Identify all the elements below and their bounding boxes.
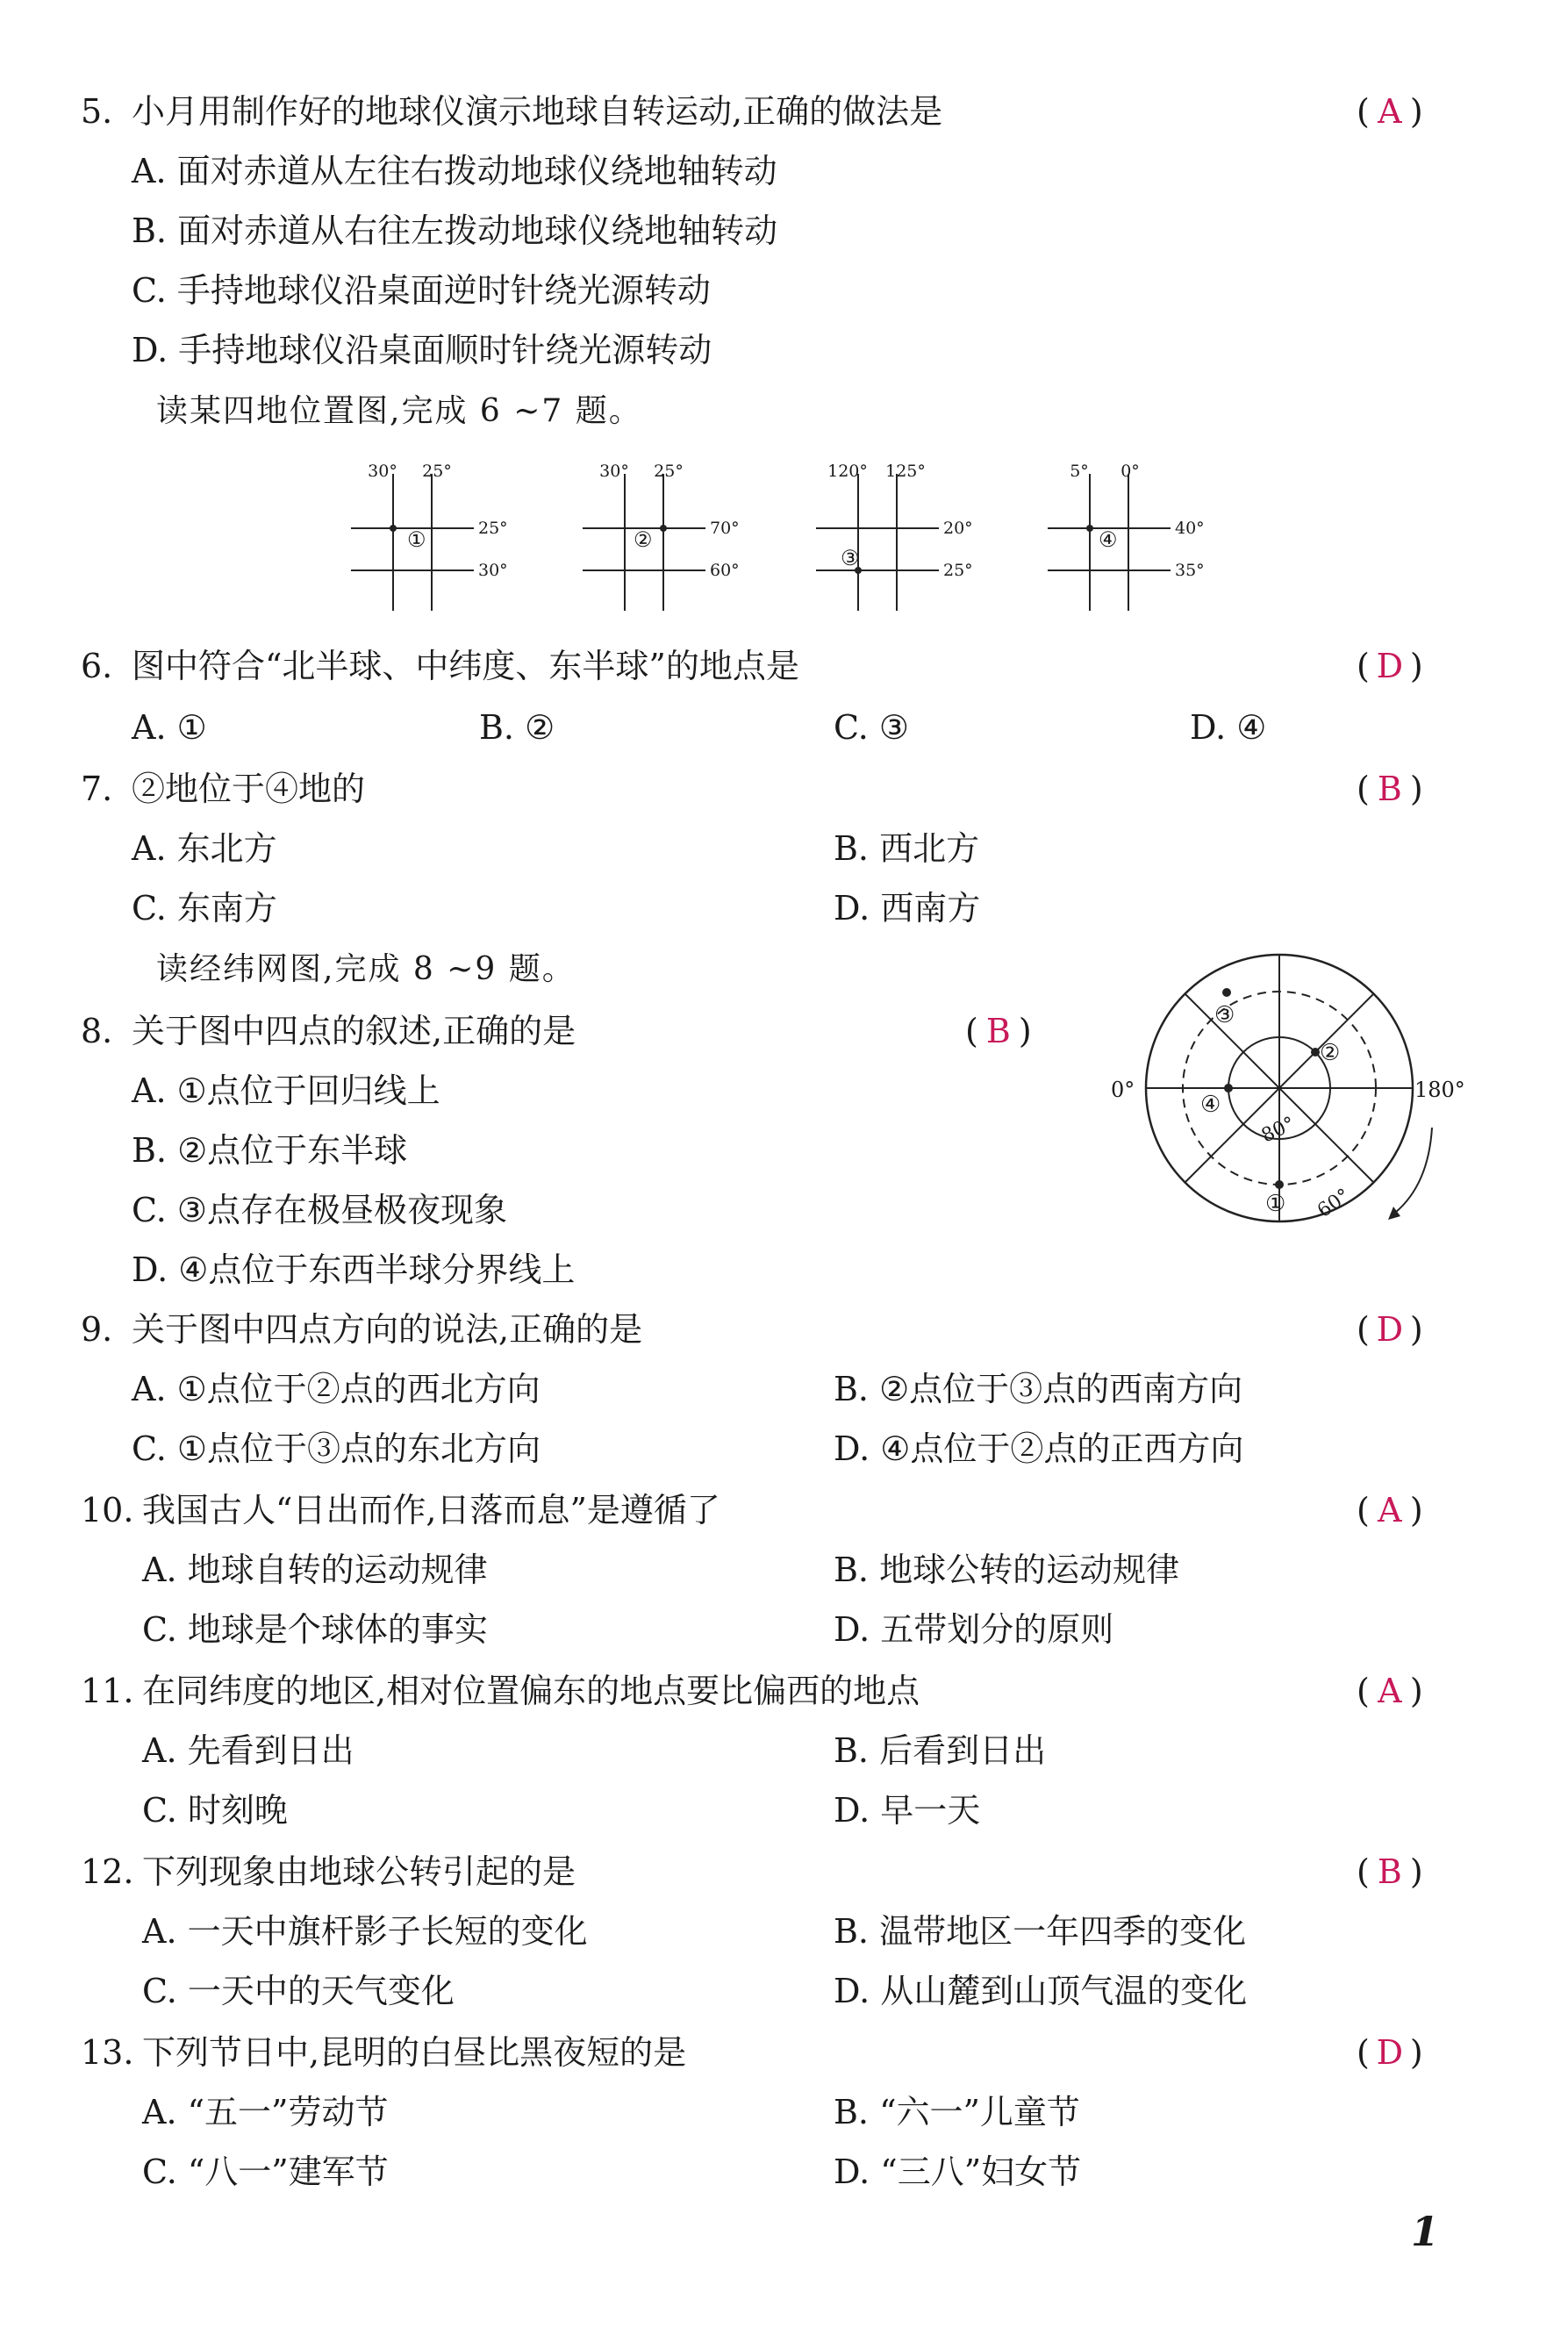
q7-option-a: A. 东北方	[132, 829, 277, 868]
q6-option-d: D. ④	[1190, 708, 1267, 747]
q11-option-c: C. 时刻晚	[142, 1791, 288, 1830]
q9-stem: 关于图中四点方向的说法,正确的是	[132, 1310, 643, 1349]
q6-number: 6.	[81, 647, 113, 685]
q9-number: 9.	[81, 1310, 113, 1349]
q11-stem: 在同纬度的地区,相对位置偏东的地点要比偏西的地点	[142, 1672, 920, 1710]
q12-answer-letter: B	[1377, 1852, 1402, 1891]
q9-answer-letter: D	[1376, 1310, 1404, 1349]
grid3-lon-left: 120°	[827, 462, 868, 481]
q8-answer: ( B )	[965, 1012, 1032, 1050]
q7-option-d: D. 西南方	[834, 889, 981, 928]
q12-number: 12.	[81, 1852, 134, 1891]
polar-point-3: ③	[1214, 1002, 1235, 1028]
q13-number: 13.	[81, 2033, 134, 2072]
polar-label-inner: 80°	[1257, 1113, 1299, 1148]
grid2-lon-left: 30°	[599, 462, 629, 481]
q10-option-a: A. 地球自转的运动规律	[142, 1551, 488, 1589]
q8-stem: 关于图中四点的叙述,正确的是	[132, 1012, 576, 1050]
q9-option-b: B. ②点位于③点的西南方向	[834, 1370, 1243, 1408]
q6-option-a: A. ①	[132, 708, 207, 747]
q12-answer: ( B )	[1357, 1852, 1423, 1891]
q6-answer: ( D )	[1357, 647, 1423, 685]
polar-label-left: 0°	[1111, 1078, 1135, 1102]
q5-stem: 小月用制作好的地球仪演示地球自转运动,正确的做法是	[132, 92, 943, 131]
q12-option-b: B. 温带地区一年四季的变化	[834, 1912, 1247, 1951]
q9-answer: ( D )	[1357, 1310, 1423, 1349]
q8-option-d: D. ④点位于东西半球分界线上	[132, 1250, 576, 1289]
location-grid-figures	[333, 456, 1264, 614]
grid3-point-label: ③	[841, 546, 860, 570]
q10-option-c: C. 地球是个球体的事实	[142, 1610, 488, 1649]
grid-figure-4	[1048, 462, 1205, 611]
grid-figure-3	[816, 462, 973, 611]
grid1-lat-top: 25°	[478, 519, 508, 538]
q6-option-b: B. ②	[479, 708, 555, 747]
grid2-lat-bottom: 60°	[710, 561, 740, 580]
q5-option-c: C. 手持地球仪沿桌面逆时针绕光源转动	[132, 271, 711, 310]
grid2-point-label: ②	[634, 527, 653, 552]
q10-answer: ( A )	[1357, 1491, 1423, 1529]
grid1-point-label: ①	[407, 527, 426, 552]
grid4-lat-bottom: 35°	[1175, 561, 1205, 580]
q9-option-d: D. ④点位于②点的正西方向	[834, 1429, 1244, 1468]
q6-stem: 图中符合“北半球、中纬度、东半球”的地点是	[132, 647, 799, 685]
grid3-lon-right: 125°	[885, 462, 926, 481]
polar-label-right: 180°	[1414, 1078, 1465, 1102]
q11-option-a: A. 先看到日出	[142, 1731, 354, 1770]
q8-option-a: A. ①点位于回归线上	[132, 1071, 440, 1110]
q11-number: 11.	[81, 1672, 134, 1710]
q10-answer-letter: A	[1378, 1491, 1402, 1529]
q13-answer: ( D )	[1357, 2033, 1423, 2072]
q5-option-d: D. 手持地球仪沿桌面顺时针绕光源转动	[132, 331, 712, 369]
q7-answer: ( B )	[1357, 770, 1423, 808]
q6-option-c: C. ③	[834, 708, 909, 747]
q11-answer-letter: A	[1378, 1672, 1402, 1710]
grid1-lat-bottom: 30°	[478, 561, 508, 580]
q10-option-b: B. 地球公转的运动规律	[834, 1551, 1180, 1589]
grid3-lat-top: 20°	[943, 519, 973, 538]
polar-point-2: ②	[1320, 1040, 1341, 1066]
q12-option-c: C. 一天中的天气变化	[142, 1972, 455, 2010]
page-number: 1	[1411, 2208, 1440, 2255]
q7-answer-letter: B	[1377, 770, 1402, 808]
q12-stem: 下列现象由地球公转引起的是	[142, 1852, 576, 1891]
q10-option-d: D. 五带划分的原则	[834, 1610, 1114, 1649]
grid4-lat-top: 40°	[1175, 519, 1205, 538]
intro-6-7: 读某四地位置图,完成 6 ~7 题。	[156, 393, 642, 429]
q11-option-b: B. 后看到日出	[834, 1731, 1047, 1770]
q10-number: 10.	[81, 1491, 134, 1529]
grid2-lon-right: 25°	[654, 462, 684, 481]
q8-option-b: B. ②点位于东半球	[132, 1131, 408, 1170]
q11-answer: ( A )	[1357, 1672, 1423, 1710]
q12-option-d: D. 从山麓到山顶气温的变化	[834, 1972, 1248, 2010]
grid3-lat-bottom: 25°	[943, 561, 973, 580]
q5-answer-letter: A	[1378, 92, 1402, 131]
polar-graticule-figure	[1106, 939, 1474, 1255]
grid4-lon-right: 0°	[1121, 462, 1140, 481]
grid2-lat-top: 70°	[710, 519, 740, 538]
q7-option-c: C. 东南方	[132, 889, 277, 928]
q7-option-b: B. 西北方	[834, 829, 980, 868]
q7-number: 7.	[81, 770, 113, 808]
polar-label-outer: 60°	[1314, 1185, 1355, 1222]
q12-option-a: A. 一天中旗杆影子长短的变化	[142, 1912, 588, 1951]
polar-point-4: ④	[1200, 1092, 1221, 1118]
q11-option-d: D. 早一天	[834, 1791, 981, 1830]
grid1-lon-left: 30°	[368, 462, 397, 481]
intro-8-9: 读经纬网图,完成 8 ~9 题。	[156, 951, 576, 987]
grid-figure-2	[583, 462, 740, 611]
q13-option-d: D. “三八”妇女节	[834, 2153, 1082, 2191]
q8-answer-letter: B	[985, 1012, 1011, 1050]
q5-number: 5.	[81, 92, 113, 131]
q13-option-b: B. “六一”儿童节	[834, 2093, 1080, 2131]
q8-number: 8.	[81, 1012, 113, 1050]
q8-option-c: C. ③点存在极昼极夜现象	[132, 1191, 507, 1229]
grid4-lon-left: 5°	[1070, 462, 1089, 481]
q6-answer-letter: D	[1376, 647, 1404, 685]
q5-answer: ( A )	[1357, 92, 1423, 131]
q9-option-c: C. ①点位于③点的东北方向	[132, 1429, 541, 1468]
q5-option-b: B. 面对赤道从右往左拨动地球仪绕地轴转动	[132, 211, 778, 250]
grid-figure-1	[351, 462, 508, 611]
q13-stem: 下列节日中,昆明的白昼比黑夜短的是	[142, 2033, 687, 2072]
q10-stem: 我国古人“日出而作,日落而息”是遵循了	[142, 1491, 720, 1529]
polar-point-1: ①	[1265, 1191, 1286, 1217]
q13-option-c: C. “八一”建军节	[142, 2153, 389, 2191]
grid1-lon-right: 25°	[422, 462, 452, 481]
q7-stem: ②地位于④地的	[132, 770, 366, 808]
q5-option-a: A. 面对赤道从左往右拨动地球仪绕地轴转动	[132, 152, 777, 190]
q9-option-a: A. ①点位于②点的西北方向	[132, 1370, 541, 1408]
q13-option-a: A. “五一”劳动节	[142, 2093, 389, 2131]
grid4-point-label: ④	[1099, 527, 1118, 552]
q13-answer-letter: D	[1376, 2033, 1404, 2072]
